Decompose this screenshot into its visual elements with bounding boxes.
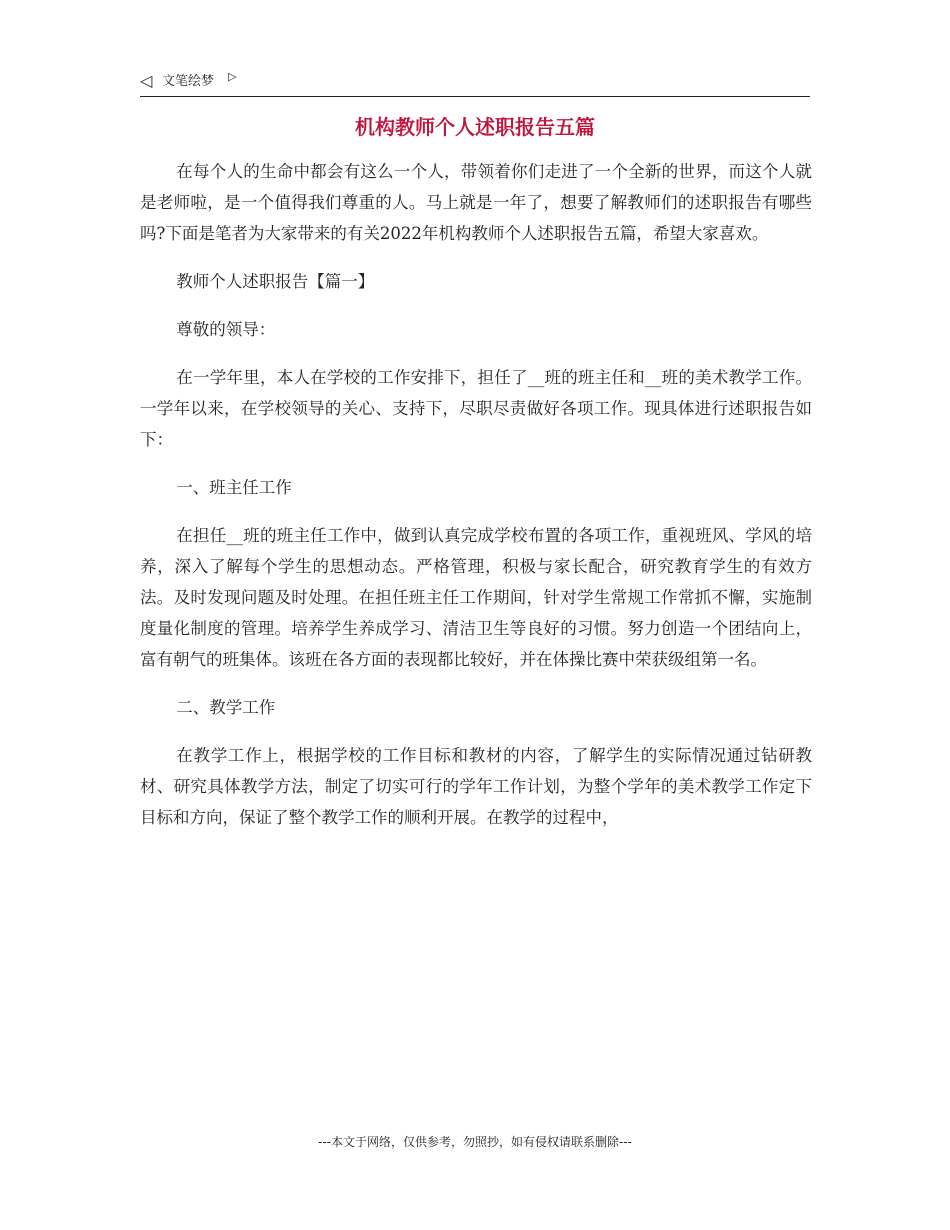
page-header xyxy=(140,70,810,97)
salutation: 尊敬的领导： xyxy=(176,320,276,339)
page-footer: ---本文于网络，仅供参考，勿照抄，如有侵权请联系删除--- xyxy=(318,1135,632,1149)
body-paragraph: 在担任__班的班主任工作中，做到认真完成学校布置的各项工作，重视班风、学风的培养，深入了解每个学生的思想动态。严格管理，积极与家长配合，研究教育学生的有效方法。及时发现问题及时处理。在担任班主任工作期间，针对学生常规工作常抓不懈，实施制度量化制度的管理。培养学生养成学习、清洁卫生等良好的习惯。努力创造一个团结向上，富有朝气的班集体。该班在各方面的表现都比较好，并在体操比赛中荣获级组第一名。 xyxy=(140,526,812,669)
triangle-left-outline-icon: ◁ xyxy=(140,71,153,90)
header-brand: 文笔绘梦 xyxy=(162,74,215,89)
intro-paragraph: 在每个人的生命中都会有这么一个人，带领着你们走进了一个全新的世界，而这个人就是老师啦，是一个值得我们尊重的人。马上就是一年了，想要了解教师们的述职报告有哪些吗?下面是笔者为大家带来的有关2022年机构教师个人述职报告五篇，希望大家喜欢。 xyxy=(140,162,812,243)
subheading-class-teacher: 一、班主任工作 xyxy=(176,478,292,497)
document-body xyxy=(140,156,812,850)
document-title: 机构教师个人述职报告五篇 xyxy=(355,115,595,139)
body-paragraph: 在教学工作上，根据学校的工作目标和教材的内容，了解学生的实际情况通过钻研教材、研究具体教学方法，制定了切实可行的学年工作计划，为整个学年的美术教学工作定下目标和方向，保证了整个教学工作的顺利开展。在教学的过程中， xyxy=(140,746,812,827)
body-paragraph: 在一学年里，本人在学校的工作安排下，担任了__班的班主任和__班的美术教学工作。一学年以来，在学校领导的关心、支持下，尽职尽责做好各项工作。现具体进行述职报告如下： xyxy=(140,368,812,449)
subheading-teaching: 二、教学工作 xyxy=(176,698,276,717)
triangle-right-outline-icon: ▷ xyxy=(228,70,237,83)
section-heading: 教师个人述职报告【篇一】 xyxy=(176,272,375,291)
